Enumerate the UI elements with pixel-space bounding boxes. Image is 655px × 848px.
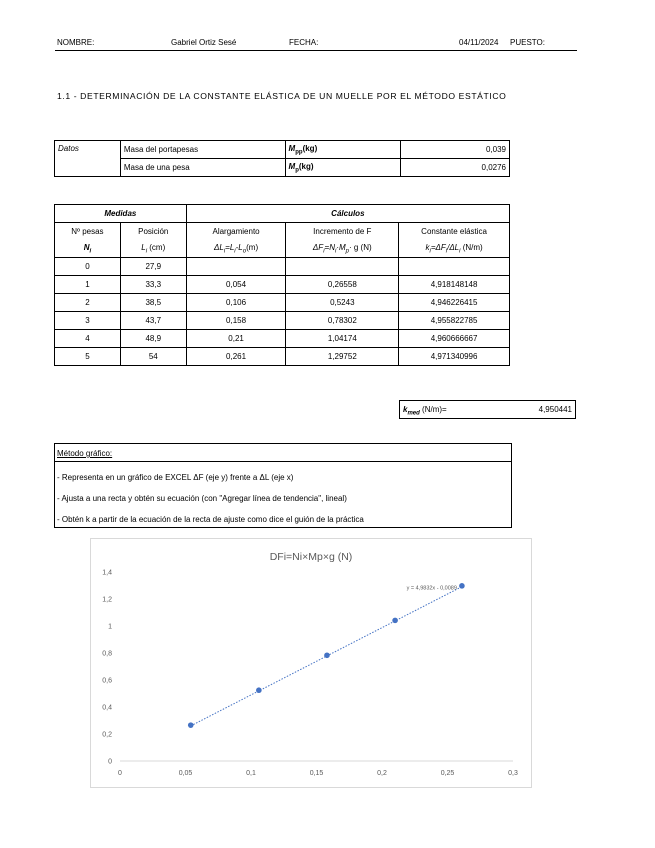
table-row — [55, 348, 510, 366]
cell-df — [286, 258, 399, 276]
unit-ni: $N_i$ — [55, 240, 121, 258]
x-tick-label: 0,05 — [178, 770, 193, 777]
metodo-title: Método gráfico: — [57, 449, 113, 458]
section-title: 1.1 - DETERMINACIÓN DE LA CONSTANTE ELÁSTICA DE UN MUELLE POR EL MÉTODO ESTÁTICO — [57, 91, 507, 101]
y-tick-label: 0,6 — [102, 677, 112, 685]
datos-name-1: Masa de una pesa — [120, 159, 285, 177]
cell-dl: 0,106 — [186, 294, 286, 312]
kmed-label: $k_{med}$ (N/m)= — [403, 405, 447, 417]
datos-label: Datos — [55, 141, 121, 177]
cell-l: 54 — [120, 348, 186, 366]
table-row — [55, 276, 510, 294]
cell-l: 48,9 — [120, 330, 186, 348]
group-calculos: Cálculos — [186, 205, 509, 223]
metodo-step-1: - Representa en un gráfico de EXCEL ΔF (eje y) frente a ΔL (eje x) — [57, 473, 294, 482]
y-tick-label: 0 — [108, 758, 112, 766]
chart-container — [90, 538, 532, 788]
unit-li: $L_i$ (cm) — [120, 240, 186, 258]
table-row — [55, 294, 510, 312]
x-tick-label: 0,2 — [377, 770, 387, 777]
col-header-npesas: Nº pesas — [55, 223, 121, 241]
y-tick-label: 1,4 — [102, 569, 112, 577]
data-point — [256, 687, 262, 693]
cell-df: 1,29752 — [286, 348, 399, 366]
col-header-posicion: Posición — [120, 223, 186, 241]
metodo-step-3: - Obtén k a partir de la ecuación de la recta de ajuste como dice el guión de la práctica — [57, 515, 364, 524]
datos-value-0: 0,039 — [401, 141, 510, 159]
cell-df: 0,78302 — [286, 312, 399, 330]
group-medidas: Medidas — [55, 205, 187, 223]
x-tick-label: 0 — [118, 770, 122, 777]
y-tick-label: 1,2 — [102, 596, 112, 604]
kmed-value: 4,950441 — [538, 405, 572, 414]
scatter-chart — [91, 539, 531, 787]
data-point — [392, 618, 398, 624]
cell-n: 2 — [55, 294, 121, 312]
table-row — [55, 330, 510, 348]
cell-k — [399, 258, 510, 276]
y-tick-label: 1 — [108, 623, 112, 631]
cell-df: 1,04174 — [286, 330, 399, 348]
chart-title: DFi=Ni×Mp×g (N) — [269, 551, 353, 563]
cell-dl: 0,21 — [186, 330, 286, 348]
x-tick-label: 0,1 — [246, 770, 256, 777]
fecha-value: 04/11/2024 — [459, 38, 499, 47]
metodo-step-2: - Ajusta a una recta y obtén su ecuación (con "Agregar línea de tendencia", lineal) — [57, 494, 347, 503]
cell-l: 27,9 — [120, 258, 186, 276]
cell-df: 0,5243 — [286, 294, 399, 312]
cell-k: 4,960666667 — [399, 330, 510, 348]
data-point — [324, 652, 330, 658]
results-table — [54, 204, 510, 366]
datos-symbol-0: $M_{pp}(kg)$ — [285, 141, 401, 159]
datos-table — [54, 140, 510, 177]
y-tick-label: 0,4 — [102, 704, 112, 712]
cell-dl: 0,261 — [186, 348, 286, 366]
cell-dl: 0,054 — [186, 276, 286, 294]
x-tick-label: 0,15 — [309, 770, 324, 777]
cell-k: 4,955822785 — [399, 312, 510, 330]
col-header-constante: Constante elástica — [399, 223, 510, 241]
cell-l: 33,3 — [120, 276, 186, 294]
cell-n: 5 — [55, 348, 121, 366]
x-tick-label: 0,25 — [440, 770, 455, 777]
unit-dfi: $\Delta F_i=N_i\cdot M_p\cdot g$ (N) — [286, 240, 399, 258]
datos-value-1: 0,0276 — [401, 159, 510, 177]
header-rule — [55, 50, 577, 51]
col-header-alargamiento: Alargamiento — [186, 223, 286, 241]
cell-n: 3 — [55, 312, 121, 330]
nombre-value: Gabriel Ortiz Sesé — [171, 38, 237, 47]
cell-k: 4,918148148 — [399, 276, 510, 294]
y-tick-label: 0,2 — [102, 731, 112, 739]
col-header-incremento: Incremento de F — [286, 223, 399, 241]
table-row — [55, 258, 510, 276]
cell-k: 4,946226415 — [399, 294, 510, 312]
table-row — [55, 312, 510, 330]
datos-name-0: Masa del portapesas — [120, 141, 285, 159]
cell-dl: 0,158 — [186, 312, 286, 330]
datos-symbol-1: $M_p(kg)$ — [285, 159, 401, 177]
trendline-equation: y = 4,9832x - 0,0089 — [406, 585, 457, 592]
y-tick-label: 0,8 — [102, 650, 112, 658]
cell-k: 4,971340996 — [399, 348, 510, 366]
cell-df: 0,26558 — [286, 276, 399, 294]
cell-n: 1 — [55, 276, 121, 294]
cell-n: 0 — [55, 258, 121, 276]
data-point — [188, 722, 194, 728]
kmed-box — [399, 400, 576, 419]
data-point — [459, 583, 465, 589]
metodo-divider — [54, 461, 512, 462]
fecha-label: FECHA: — [289, 38, 319, 47]
cell-n: 4 — [55, 330, 121, 348]
unit-dli: $\Delta L_i=L_i-L_o(m)$ — [186, 240, 286, 258]
nombre-label: NOMBRE: — [57, 38, 95, 47]
cell-dl — [186, 258, 286, 276]
cell-l: 38,5 — [120, 294, 186, 312]
cell-l: 43,7 — [120, 312, 186, 330]
x-tick-label: 0,3 — [508, 770, 518, 777]
unit-ki: $k_i=\Delta F_i/\Delta L_i$ (N/m) — [399, 240, 510, 258]
puesto-label: PUESTO: — [510, 38, 545, 47]
